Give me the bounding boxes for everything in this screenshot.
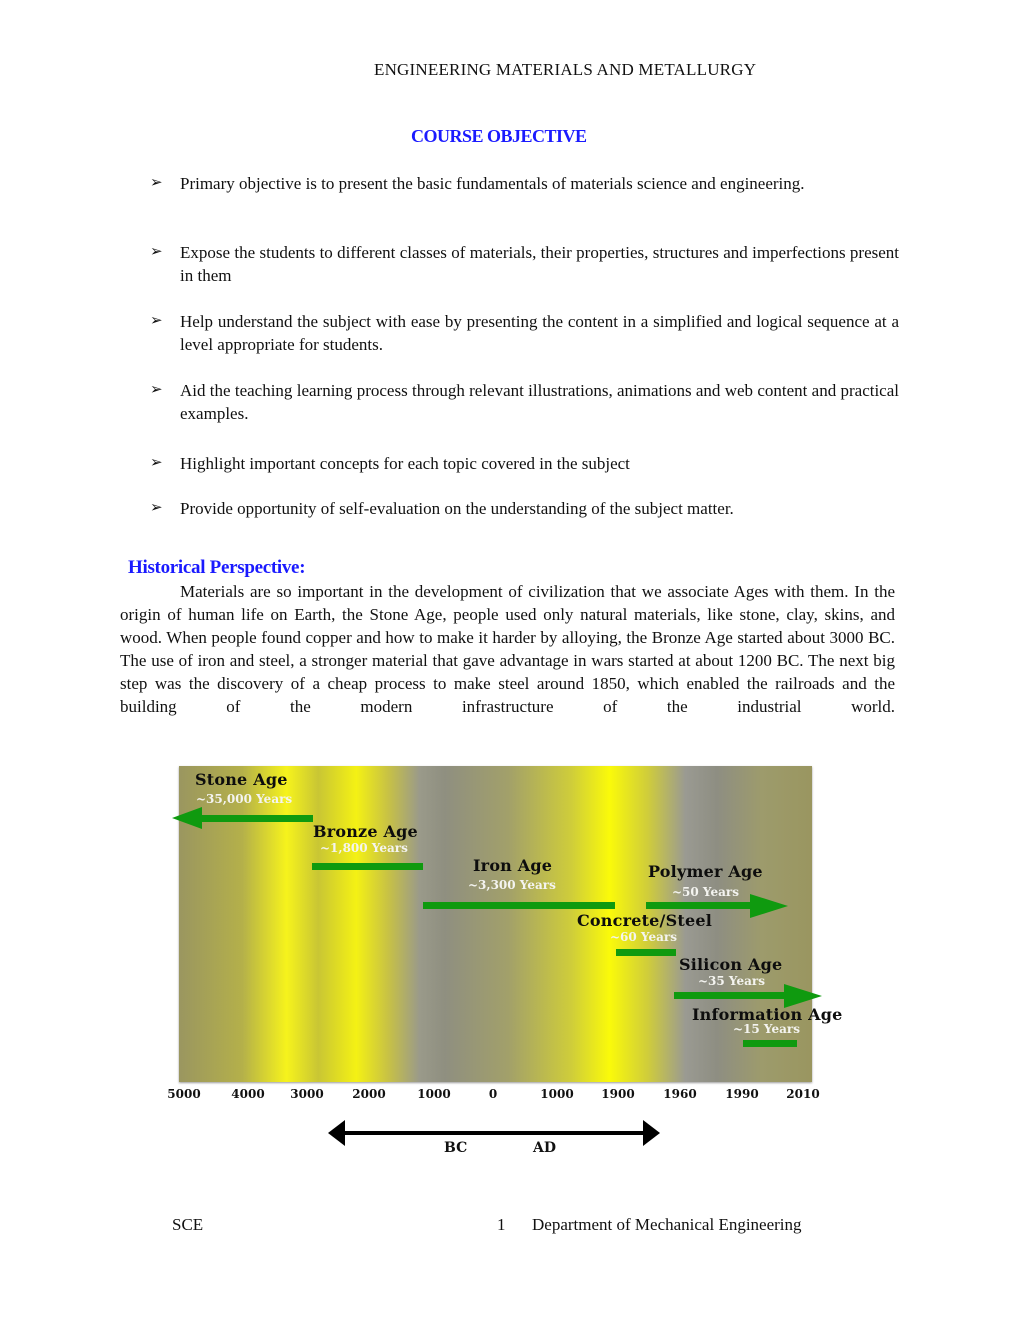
page-number: 1 [497, 1215, 506, 1234]
era-label-ad: AD [533, 1140, 557, 1156]
historical-perspective-title: Historical Perspective: [128, 557, 306, 578]
era-label-bc: BC [444, 1140, 468, 1156]
footer-department: Department of Mechanical Engineering [532, 1215, 802, 1234]
axis-tick: 1900 [601, 1087, 635, 1101]
axis-tick: 2010 [786, 1087, 820, 1101]
objective-item [150, 310, 899, 356]
age-label-concrete-steel: Concrete/Steel [577, 911, 712, 930]
axis-tick: 3000 [290, 1087, 324, 1101]
age-duration-polymer: ~50 Years [672, 885, 739, 899]
axis-tick: 2000 [352, 1087, 386, 1101]
materials-ages-timeline [179, 766, 812, 1082]
footer-institution: SCE [172, 1215, 204, 1234]
axis-tick: 1960 [663, 1087, 697, 1101]
axis-tick: 1000 [540, 1087, 574, 1101]
historical-perspective-body: Materials are so important in the development of civilization that we associate Ages with them. In the origin of human life on Earth, the Stone Age, people used only natural materials, like stone, clay, skins, and wood. When people found copper and how to make it harder by alloying, the Bronze Age started about 3000 BC. The use of iron and steel, a stronger material that gave advantage in wars started at about 1200 BC. The next big step was the discovery of a cheap process to make steel around 1850, which enabled the railroads and the building of the modern infrastructure of the industrial world. [120, 582, 895, 716]
running-header: ENGINEERING MATERIALS AND METALLURGY [374, 60, 757, 79]
age-duration-iron: ~3,300 Years [468, 878, 556, 892]
age-label-stone: Stone Age [195, 770, 288, 789]
timeline-bar-bronze [312, 863, 423, 870]
axis-tick: 0 [488, 1087, 498, 1101]
age-label-polymer: Polymer Age [648, 862, 763, 881]
timeline-bar-concrete-steel [616, 949, 676, 956]
arrow-bullet-icon: ➢ [150, 313, 163, 329]
objective-item [150, 497, 899, 520]
arrow-left-icon [172, 807, 202, 829]
arrow-bullet-icon: ➢ [150, 500, 163, 516]
arrow-right-icon [750, 894, 788, 918]
objective-text: Highlight important concepts for each topic covered in the subject [180, 454, 630, 473]
objective-item [150, 452, 899, 475]
timeline-bar-polymer [646, 902, 756, 909]
axis-tick: 1000 [417, 1087, 451, 1101]
axis-tick: 5000 [167, 1087, 201, 1101]
objective-text: Primary objective is to present the basic fundamentals of materials science and engineering. [180, 174, 805, 193]
age-duration-silicon: ~35 Years [698, 974, 765, 988]
arrow-bullet-icon: ➢ [150, 175, 163, 191]
age-label-silicon: Silicon Age [679, 955, 783, 974]
arrow-bullet-icon: ➢ [150, 244, 163, 260]
double-arrow-right-icon [643, 1120, 660, 1146]
era-divider-line [340, 1131, 646, 1135]
age-label-iron: Iron Age [473, 856, 553, 875]
age-duration-stone: ~35,000 Years [196, 792, 293, 806]
objective-item [150, 241, 899, 287]
age-duration-concrete-steel: ~60 Years [610, 930, 677, 944]
arrow-bullet-icon: ➢ [150, 455, 163, 471]
timeline-bar-silicon [674, 992, 790, 999]
age-label-information: Information Age [692, 1005, 843, 1024]
objective-item [150, 379, 899, 425]
age-duration-bronze: ~1,800 Years [320, 841, 408, 855]
objective-text: Aid the teaching learning process through relevant illustrations, animations and web content and practical examples. [180, 381, 899, 423]
objective-text: Provide opportunity of self-evaluation on the understanding of the subject matter. [180, 499, 734, 518]
objective-item [150, 172, 899, 195]
timeline-bar-information [743, 1040, 797, 1047]
timeline-bar-iron [423, 902, 615, 909]
age-duration-information: ~15 Years [733, 1022, 800, 1036]
course-objective-title: COURSE OBJECTIVE [411, 126, 587, 146]
age-label-bronze: Bronze Age [313, 822, 418, 841]
objective-text: Expose the students to different classes of materials, their properties, structures and imperfections present in them [180, 243, 899, 285]
axis-tick: 1990 [725, 1087, 759, 1101]
objective-text: Help understand the subject with ease by presenting the content in a simplified and logical sequence at a level appropriate for students. [180, 312, 899, 354]
arrow-bullet-icon: ➢ [150, 382, 163, 398]
timeline-bar-stone [200, 815, 313, 822]
axis-tick: 4000 [231, 1087, 265, 1101]
